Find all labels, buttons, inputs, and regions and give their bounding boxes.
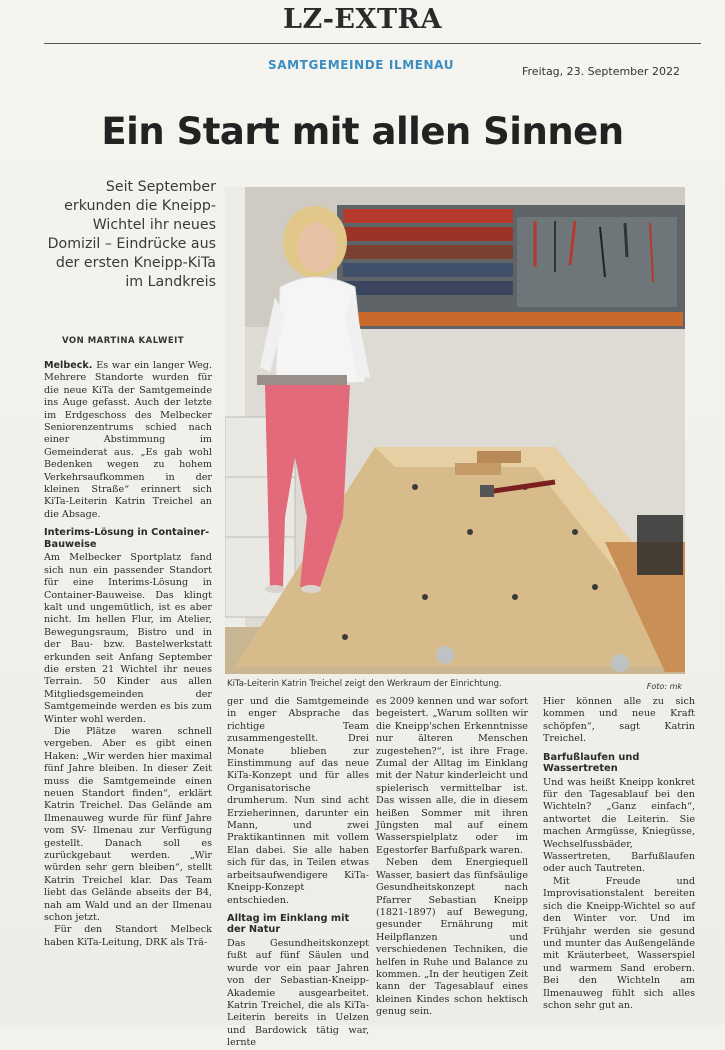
article-column-2 <box>227 696 369 1050</box>
paragraph: Hier können alle zu sich kommen und neue Kraft schöpfen“, sagt Katrin Treichel. <box>543 696 695 745</box>
article-column-4 <box>543 696 695 1012</box>
photo-credit: Foto: mk <box>646 682 682 691</box>
paragraph: Am Melbecker Sportplatz fand sich nun ein passender Standort für eine Interims-Lösung in Container-Bauweise. Das klingt kalt und ungemütlich, ist es aber nicht. Im hellen Flur, im Atelier, Bewegungsraum, Bistro und in der Bau- bzw. Bastelwerkstatt erkunden seit Anfang September die ersten 21 Wichtel ihr neues Terrain. 50 Kinder aus allen Mitgliedsgemeinden der Samtgemeinde werden es bis zum Winter wohl werden. <box>44 552 212 725</box>
paragraph: Mit Freude und Improvisationstalent bereiten sich die Kneipp-Wichtel so auf den Winter vor. Und im Frühjahr werden sie gesund und munter das Außengelände mit Kräuterbeet, Wasserspiel und warmem Sand erobern. Bei den Wichteln am Ilmenauweg fühlt sich alles schon sehr gut an. <box>543 875 695 1011</box>
paragraph: Neben dem Energiequell Wasser, basiert das fünfsäulige Gesundheitskonzept nach Pfarrer Sebastian Kneipp (1821-1897) auf Bewegung, gesunder Ernährung mit Heilpflanzen und verschiedenen Techniken, die helfen in Ruhe und Balance zu kommen. „In der heutigen Zeit kann der Tagesablauf eines kleinen Kindes schon hektisch genug sein. <box>376 857 528 1018</box>
dateline: Freitag, 23. September 2022 <box>522 65 680 78</box>
article-column-3 <box>376 696 528 1019</box>
paragraph: es 2009 kennen und war sofort begeistert. „Warum sollten wir die Kneipp'schen Erkenntnisse nur älteren Menschen zugestehen?“, ist ihre Frage. Zumal der Alltag im Einklang mit der Natur kinderleicht und spielerisch vermittelbar ist. Das wissen alle, die in diesem heißen Sommer mit ihren Jüngsten mal auf einem Wasserspielplatz oder im Egestorfer Barfußpark waren. <box>376 696 528 856</box>
subheading: Interims-Lösung in Container-Bauweise <box>44 527 210 550</box>
paragraph: Das Gesundheitskonzept fußt auf fünf Säulen und wurde vor ein paar Jahren von der Sebastian-Kneipp-Akademie ausgearbeitet. Katrin Treichel, die als KiTa- Leiterin bereits in Uelzen und Bardowick tätig war, lernte <box>227 937 369 1049</box>
section-label: SAMTGEMEINDE ILMENAU <box>268 58 455 72</box>
workshop-photo-illustration <box>225 187 685 674</box>
article-photo <box>225 187 685 674</box>
dateline-lead: Melbeck. <box>44 360 93 371</box>
paragraph: Die Plätze waren schnell vergeben. Aber es gibt einen Haken: „Wir werden hier maximal fünf Jahre bleiben. In dieser Zeit muss die Samtgemeinde einen neuen Standort finden“, erklärt Katrin Treichel. Das Gelände am Ilmenauweg wurde für fünf Jahre vom SV- Ilmenau zur Verfügung gestellt. Danach soll es zurückgebaut werden. „Wir würden sehr gern bleiben“, stellt Katrin Treichel klar. Das Team liebt das Gelände abseits der B4, nah am Wald und an der Ilmenau schon jetzt. <box>44 725 212 924</box>
masthead: LZ-EXTRA <box>283 4 442 35</box>
paragraph-text: Es war ein langer Weg. Mehrere Standorte wurden für die neue KiTa der Samtgemeinde ins Auge gefasst. Auch der letzte im Erdgeschoss des Melbecker Seniorenzentrums schied nach einer Abstimmung im Gemeinderat aus. „Es gab wohl Bedenken wegen zu hohem Verkehrsaufkommen in der kleinen Straße“ erinnert sich KiTa-Leiterin Katrin Treichel an die Absage. <box>44 360 212 520</box>
paragraph: ger und die Samtgemeinde in enger Absprache das richtige Team zusammengestellt. Drei Monate blieben zur Einstimmung auf das neue KiTa-Konzept und für alles Organisatorische drumherum. Nun sind acht Erzieherinnen, darunter ein Mann, und zwei Praktikantinnen mit vollem Elan dabei. Sie alle haben sich für das, in Teilen etwas arbeitsaufwendigere KiTa-Kneipp-Konzept entschieden. <box>227 696 369 906</box>
paragraph: Und was heißt Kneipp konkret für den Tagesablauf bei den Wichteln? „Ganz einfach“, antwortet die Leiterin. Sie machen Armgüsse, Kniegüsse, Wechselfussbäder, Wassertreten, Barfußlaufen oder auch Tautreten. <box>543 776 695 875</box>
subheading: Barfußlaufen und Wassertreten <box>543 751 640 775</box>
teaser: Seit September erkunden die Kneipp-Wichtel ihr neues Domizil – Eindrücke aus der ersten Kneipp-KiTa im Landkreis <box>47 179 216 290</box>
caption-text: KiTa-Leiterin Katrin Treichel zeigt den Werkraum der Einrichtung. <box>227 679 502 689</box>
article-column-1 <box>44 360 212 949</box>
paragraph: Für den Standort Melbeck haben KiTa-Leitung, DRK als Trä- <box>44 924 212 948</box>
masthead-rule <box>44 43 701 44</box>
byline: VON MARTINA KALWEIT <box>62 336 185 346</box>
headline: Ein Start mit allen Sinnen <box>101 110 624 153</box>
subheading: Alltag im Einklang mit der Natur <box>227 912 350 936</box>
paragraph <box>44 360 212 521</box>
